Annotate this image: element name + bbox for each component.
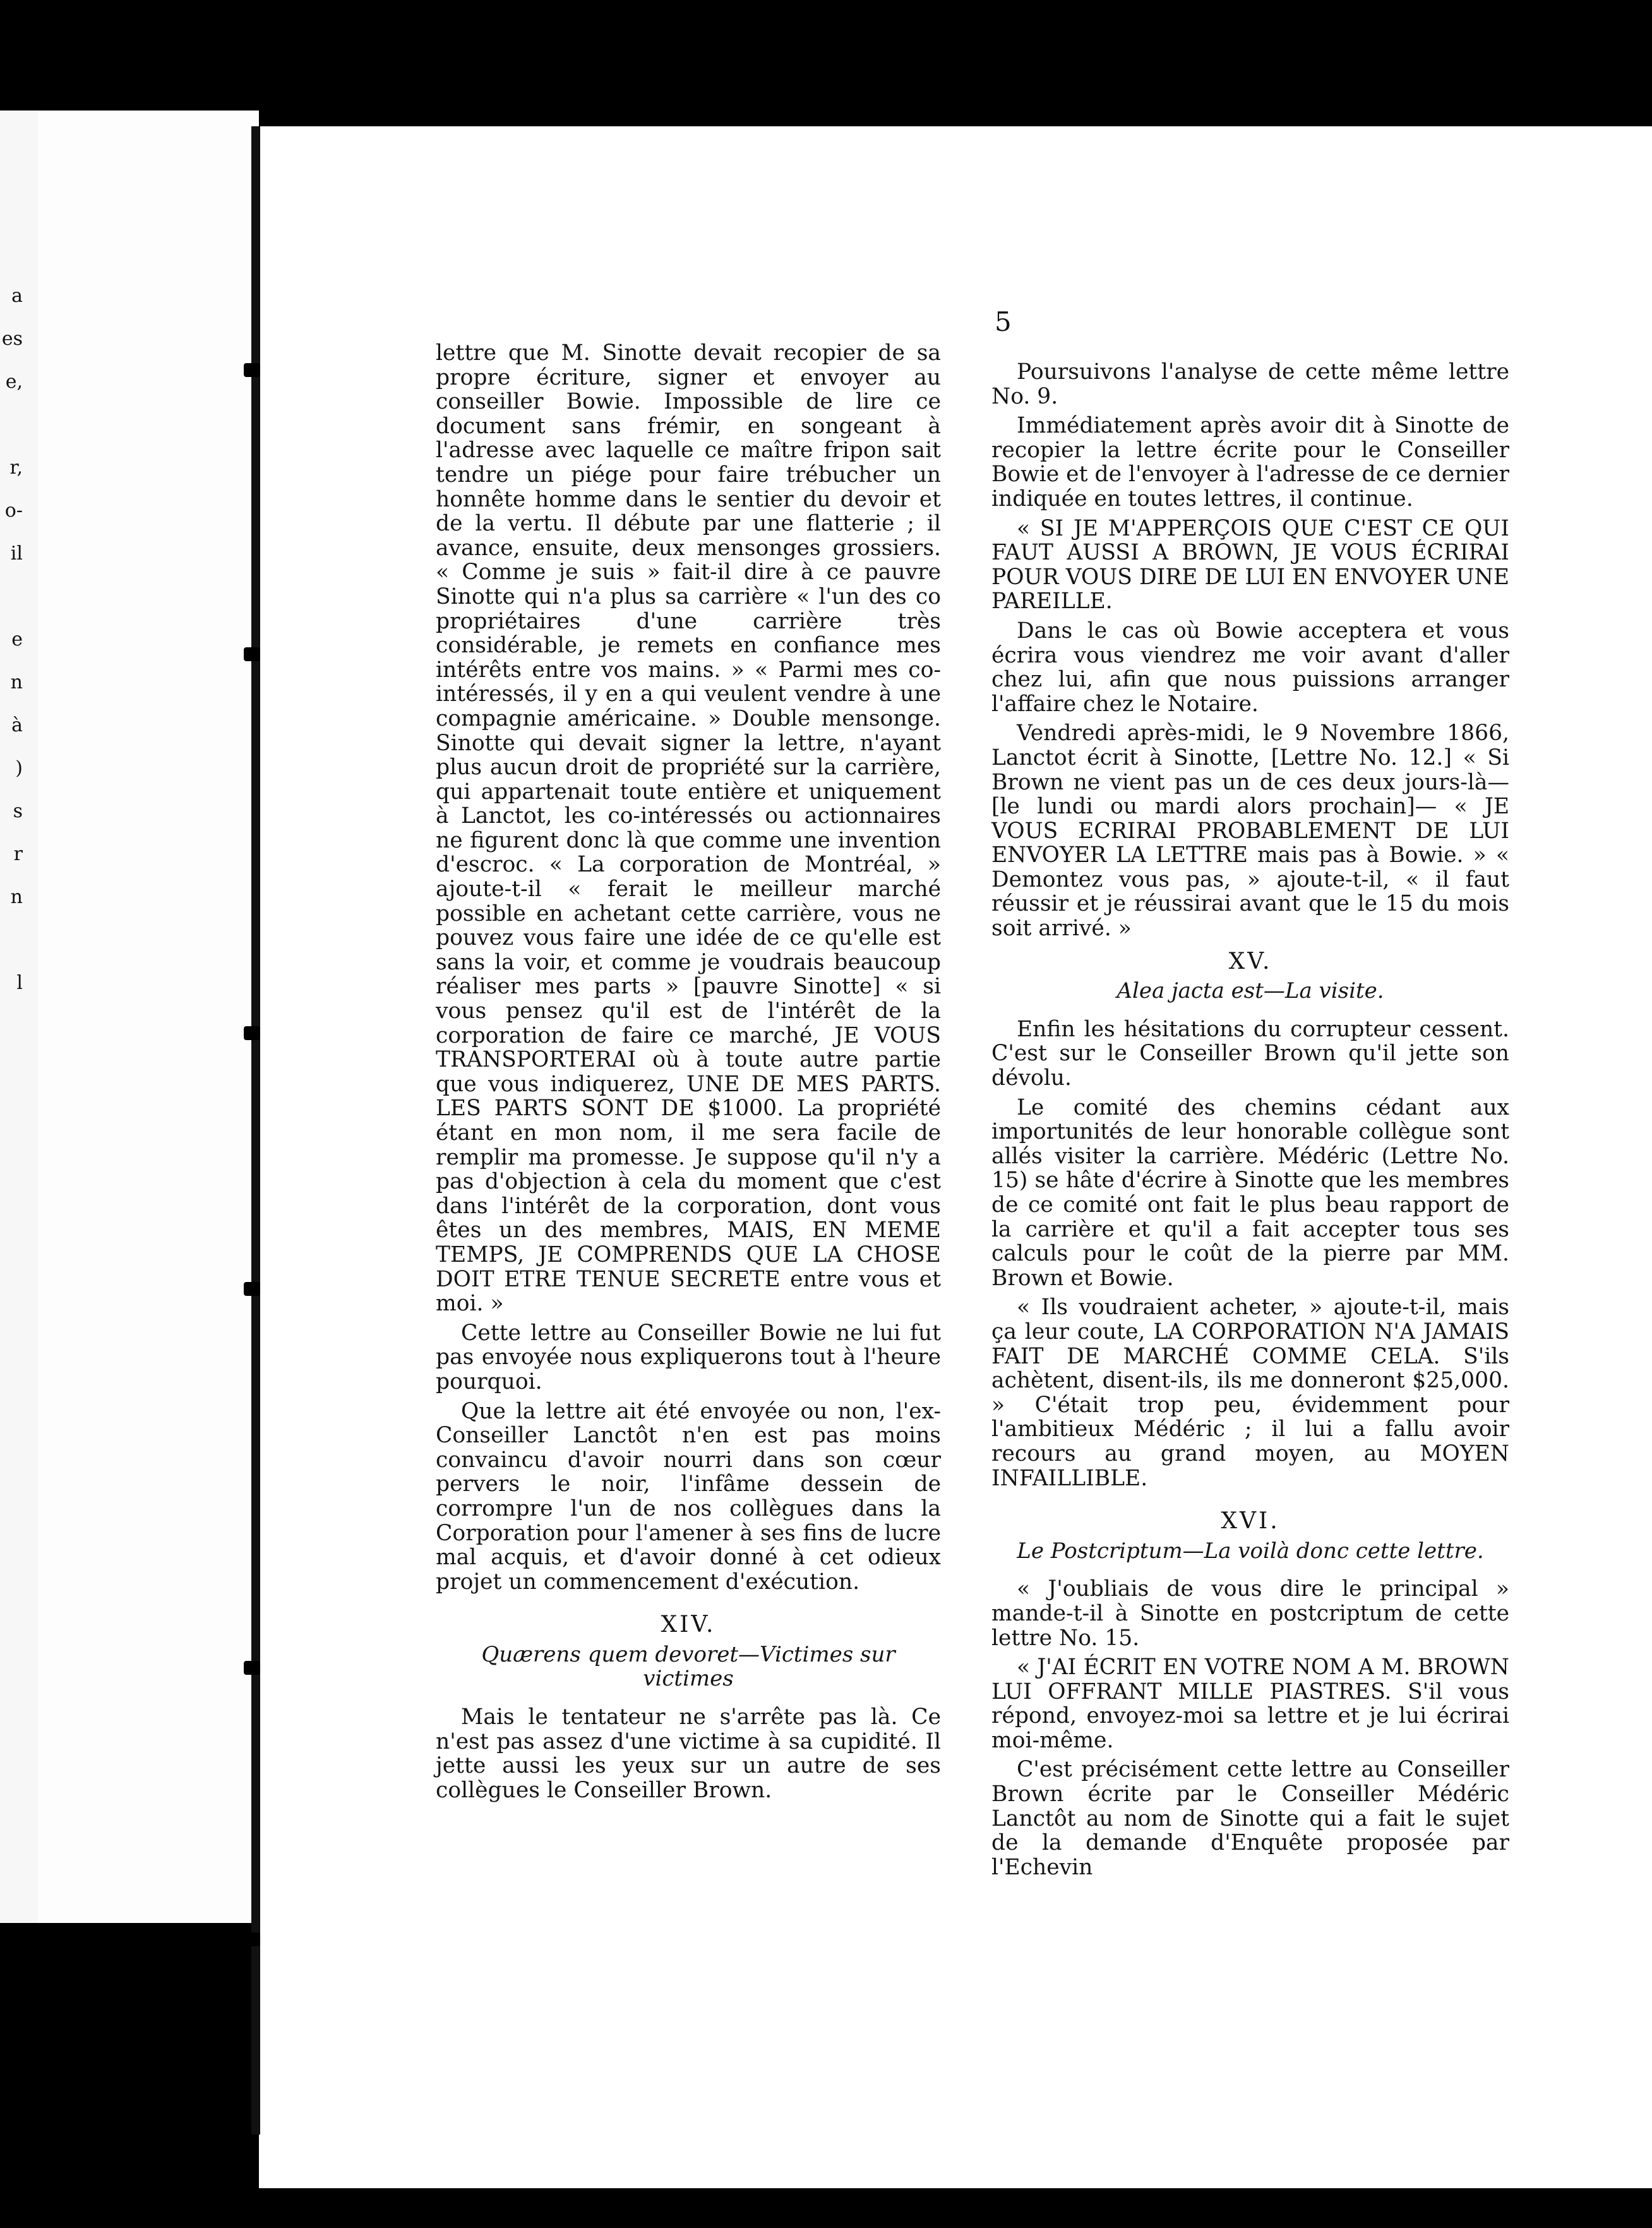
paragraph: Mais le tentateur ne s'arrête pas là. Ce n'est pas assez d'une victime à sa cupidité. Il jette aussi les yeux sur un autre de ses collègues le Conseiller Brown.: [436, 1704, 941, 1803]
paragraph: Immédiatement après avoir dit à Sinotte de recopier la lettre écrite pour le Conseiller Bowie et de l'envoyer à l'adresse de ce dernier indiquée en toutes lettres, il continue.: [991, 413, 1509, 512]
paragraph: « SI JE M'APPERÇOIS QUE C'EST CE QUI FAUT AUSSI A BROWN, JE VOUS ÉCRIRAI POUR VOUS DIRE DE LUI EN ENVOYER UNE PAREILLE.: [991, 515, 1509, 614]
fragment: à: [11, 714, 23, 736]
fragment: r,: [9, 457, 23, 479]
fragment: [0, 575, 23, 618]
fragment: o-: [4, 500, 23, 522]
fragment: ): [15, 757, 23, 779]
fragment: n: [10, 671, 23, 693]
binding-stitch: [244, 363, 260, 377]
fragment: es: [1, 328, 23, 350]
paragraph: C'est précisément cette lettre au Conseiller Brown écrite par le Conseiller Médéric Lanctôt au nom de Sinotte qui a fait le sujet de la demande d'Enquête proposée par l'Echevin: [991, 1757, 1509, 1880]
left-page-text-fragments: [0, 275, 23, 1005]
page-number: 5: [995, 306, 1012, 337]
paragraph: lettre que M. Sinotte devait recopier de sa propre écriture, signer et envoyer au conseiller Bowie. Impossible de lire ce document sans frémir, en songeant à l'adresse avec laquelle ce maître fripon sait tendre un piége pour faire trébucher un honnête homme dans le sentier du devoir et de la vertu. Il débute par une flatterie ; il avance, ensuite, deux mensonges grossiers. « Comme je suis » fait-il dire à ce pauvre Sinotte qui n'a plus sa carrière « l'un des co propriétaires d'une carrière très considérable, je remets en confiance mes intérêts entre vos mains. » « Parmi mes co-intéressés, il y en a qui veulent vendre à une compagnie américaine. » Double mensonge. Sinotte qui devait signer la lettre, n'ayant plus aucun droit de propriété sur la carrière, qui appartenait toute entière et uniquement à Lanctot, les co-intéressés ou actionnaires ne figurent donc là que comme une invention d'escroc. « La corporation de Montréal, » ajoute-t-il « ferait le meilleur marché possible en achetant cette carrière, vous ne pouvez vous faire une idée de ce qu'elle est sans la voir, et comme je voudrais beaucoup réaliser mes parts » [pauvre Sinotte] « si vous pensez qu'il est de l'intérêt de la corporation de faire ce marché, JE VOUS TRANSPORTERAI où à toute autre partie que vous indiquerez, UNE DE MES PARTS. LES PARTS SONT DE $1000. La propriété étant en mon nom, il me sera facile de remplir ma promesse. Je suppose qu'il n'y a pas d'objection à cela du moment que c'est dans l'intérêt de la corporation, dont vous êtes un des membres, MAIS, EN MEME TEMPS, JE COMPRENDS QUE LA CHOSE DOIT ETRE TENUE SECRETE entre vous et moi. »: [436, 340, 941, 1317]
paragraph: Cette lettre au Conseiller Bowie ne lui fut pas envoyée nous expliquerons tout à l'heure pourquoi.: [436, 1320, 941, 1394]
section-heading: XIV.: [661, 1612, 716, 1638]
left-column: [436, 341, 941, 1807]
section-heading: XVI.: [1221, 1508, 1280, 1535]
right-column: [991, 360, 1509, 1884]
fragment: e,: [5, 371, 23, 393]
binding-stitch: [244, 1661, 260, 1675]
paragraph: Poursuivons l'analyse de cette même lettre No. 9.: [991, 359, 1509, 409]
paragraph: « J'AI ÉCRIT EN VOTRE NOM A M. BROWN LUI OFFRANT MILLE PIASTRES. S'il vous répond, envoyez-moi sa lettre et je lui écrirai moi-même.: [991, 1655, 1509, 1753]
binding-gutter: [251, 126, 260, 2135]
binding-stitch: [244, 1282, 260, 1296]
paragraph: Que la lettre ait été envoyée ou non, l'ex-Conseiller Lanctôt n'en est pas moins convaincu d'avoir nourri dans son cœur pervers le noir, l'infâme dessein de corrompre l'un de nos collègues dans la Corporation pour l'amener à ses fins de lucre mal acquis, et d'avoir donné à cet odieux projet un commencement d'exécution.: [436, 1398, 941, 1595]
paragraph: Vendredi après-midi, le 9 Novembre 1866, Lanctot écrit à Sinotte, [Lettre No. 12.] « Si Brown ne vient pas un de ces deux jours-là— [le lundi ou mardi alors prochain]— « JE VOUS ECRIRAI PROBABLEMENT DE LUI ENVOYER LA LETTRE mais pas à Bowie. » « Demontez vous pas, » ajoute-t-il, « il faut réussir et je réussirai avant que le 15 du mois soit arrivé. »: [991, 721, 1509, 942]
binding-stitch: [244, 1026, 260, 1040]
fragment: e: [11, 628, 23, 650]
fragment: a: [11, 285, 23, 307]
section-subtitle: Quærens quem devoret—Victimes sur victimes: [481, 1641, 895, 1692]
fragment: [0, 919, 23, 962]
binding-stitch: [244, 1932, 260, 1946]
binding-stitch: [244, 647, 260, 661]
section-heading: XV.: [1228, 948, 1272, 974]
fragment: l: [16, 972, 23, 994]
fragment: s: [13, 800, 23, 822]
fragment: il: [10, 542, 23, 565]
scan-border: [0, 2188, 1652, 2228]
fragment: n: [10, 886, 23, 908]
paragraph: « Ils voudraient acheter, » ajoute-t-il, mais ça leur coute, LA CORPORATION N'A JAMAIS FAIT DE MARCHÉ COMME CELA. S'ils achètent, disent-ils, ils me donneront $25,000. » C'était trop peu, évidemment pour l'ambitieux Médéric ; il lui a fallu avoir recours au grand moyen, au MOYEN INFAILLIBLE.: [991, 1295, 1509, 1491]
paragraph: Le comité des chemins cédant aux importunités de leur honorable collègue sont allés visiter la carrière. Médéric (Lettre No. 15) se hâte d'écrire à Sinotte que les membres de ce comité ont fait le plus beau rapport de la carrière et qu'il a fait accepter tous ses calculs pour le coût de la pierre par MM. Brown et Bowie.: [991, 1094, 1509, 1291]
left-page: [0, 111, 259, 1923]
fragment: r: [13, 843, 23, 865]
fragment: [0, 404, 23, 446]
paragraph: Enfin les hésitations du corrupteur cessent. C'est sur le Conseiller Brown qu'il jette son dévolu.: [991, 1016, 1509, 1091]
section-subtitle: Alea jacta est—La visite.: [1116, 978, 1384, 1004]
section-subtitle: Le Postcriptum—La voilà donc cette lettre.: [1017, 1538, 1484, 1564]
paragraph: Dans le cas où Bowie acceptera et vous écrira vous viendrez me voir avant d'aller chez lui, afin que nous puissions arranger l'affaire chez le Notaire.: [991, 618, 1509, 717]
paragraph: « J'oubliais de vous dire le principal » mande-t-il à Sinotte en postcriptum de cette lettre No. 15.: [991, 1576, 1509, 1651]
